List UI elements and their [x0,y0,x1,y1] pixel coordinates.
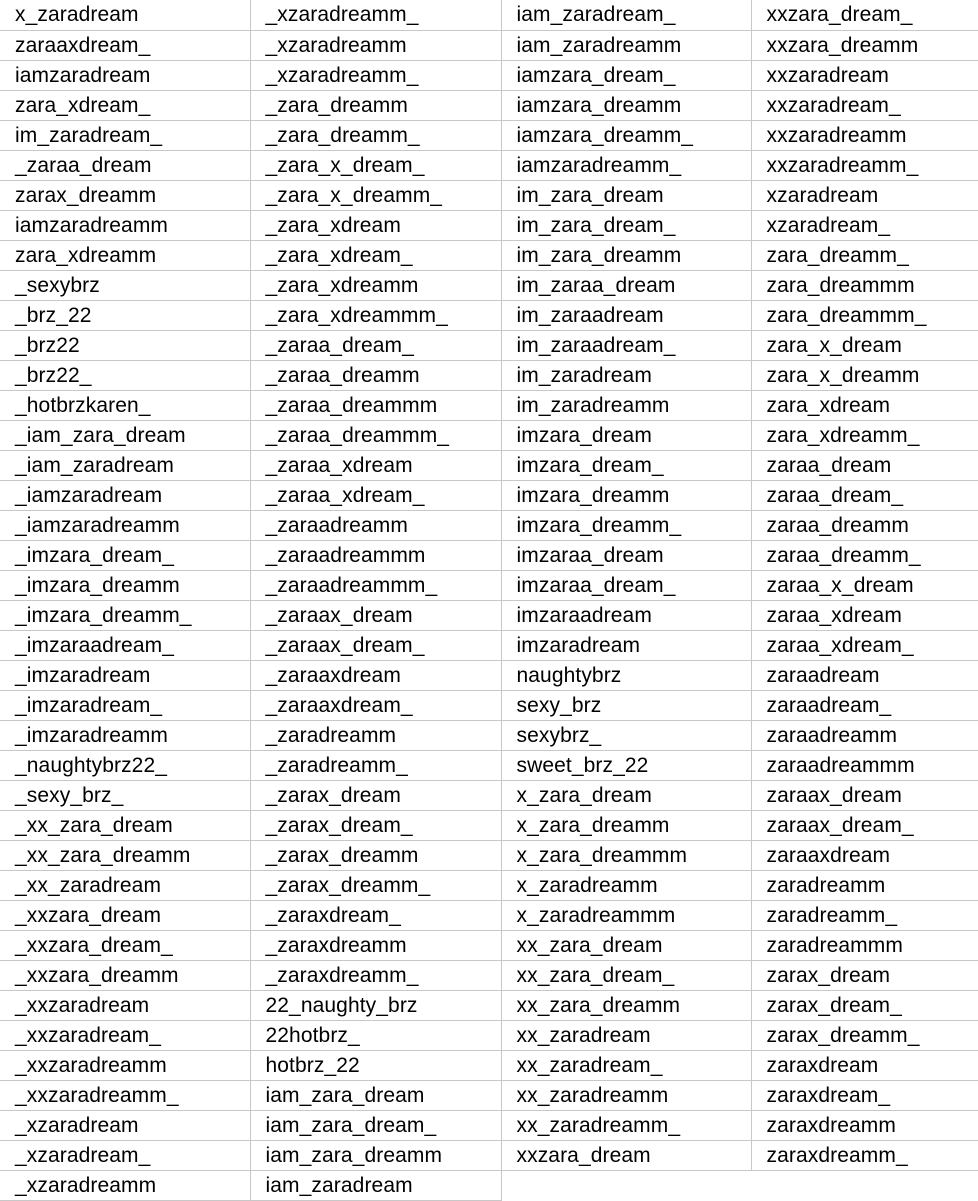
table-row [0,480,978,510]
table-cell[interactable]: zara_dreamm_ [751,240,978,270]
table-row [0,1050,978,1080]
table-cell[interactable]: _sexy_brz_ [0,780,250,810]
table-cell[interactable]: _zaraa_xdream_ [250,480,501,510]
table-row [0,390,978,420]
table-row [0,510,978,540]
table-cell[interactable]: _imzara_dreamm [0,570,250,600]
table-row [0,840,978,870]
table-cell[interactable]: zaraaxdream_ [0,30,250,60]
table-row [0,120,978,150]
table-cell[interactable]: zaraa_xdream_ [751,630,978,660]
table-cell[interactable]: x_zaradream [0,0,250,30]
table-cell[interactable]: xzaradream_ [751,210,978,240]
table-cell[interactable]: 22hotbrz_ [250,1020,501,1050]
empty-cell [501,1170,751,1200]
table-row [0,90,978,120]
table-row [0,990,978,1020]
table-cell[interactable]: zara_xdreamm [0,240,250,270]
table-cell[interactable]: _zaraa_dreammm [250,390,501,420]
table-cell[interactable]: _zaraa_dream_ [250,330,501,360]
table-cell[interactable]: x_zara_dreammm [501,840,751,870]
table-row [0,600,978,630]
table-cell[interactable]: xxzaradreamm [751,120,978,150]
table-cell[interactable]: xx_zara_dream_ [501,960,751,990]
table-cell[interactable]: _xzaradreamm_ [250,0,501,30]
table-cell[interactable]: im_zaradream [501,360,751,390]
table-cell[interactable]: hotbrz_22 [250,1050,501,1080]
table-cell[interactable]: _zaraax_dream_ [250,630,501,660]
table-cell[interactable]: zaraadream_ [751,690,978,720]
table-row [0,300,978,330]
table-cell[interactable]: xx_zara_dreamm [501,990,751,1020]
table-row [0,750,978,780]
table-cell[interactable]: sweet_brz_22 [501,750,751,780]
table-cell[interactable]: zaraa_dreamm_ [751,540,978,570]
table-cell[interactable]: xx_zaradream_ [501,1050,751,1080]
table-cell[interactable]: x_zaradreamm [501,870,751,900]
table-cell[interactable]: im_zaraadream [501,300,751,330]
table-cell[interactable]: _zaraxdreamm_ [250,960,501,990]
table-row [0,630,978,660]
table-cell[interactable]: _zaraxdream_ [250,900,501,930]
table-cell[interactable]: _naughtybrz22_ [0,750,250,780]
table-row [0,420,978,450]
table-cell[interactable]: xxzara_dream_ [751,0,978,30]
table-row [0,450,978,480]
table-cell[interactable]: zaradreammm [751,930,978,960]
table-cell[interactable]: zaraadreamm [751,720,978,750]
table-row [0,960,978,990]
table-cell[interactable]: zaraa_xdream [751,600,978,630]
table-cell[interactable]: imzaraa_dream_ [501,570,751,600]
table-cell[interactable]: x_zara_dreamm [501,810,751,840]
table-cell[interactable]: xxzaradreamm_ [751,150,978,180]
table-row [0,1080,978,1110]
table-cell[interactable]: _iam_zara_dream [0,420,250,450]
table-cell[interactable]: _zara_xdreamm [250,270,501,300]
table-cell[interactable]: xx_zaradreamm_ [501,1110,751,1140]
table-row [0,900,978,930]
table-cell[interactable]: xx_zara_dream [501,930,751,960]
table-cell[interactable]: _imzaraadream_ [0,630,250,660]
table-cell[interactable]: im_zaradreamm [501,390,751,420]
table-cell[interactable]: _brz_22 [0,300,250,330]
table-cell[interactable]: iam_zara_dream_ [250,1110,501,1140]
table-cell[interactable]: x_zaradreammm [501,900,751,930]
table-cell[interactable]: zaraxdreamm_ [751,1140,978,1170]
table-cell[interactable]: _zaraaxdream_ [250,690,501,720]
table-row [0,810,978,840]
table-cell[interactable]: zaraa_dream_ [751,480,978,510]
table-cell[interactable]: _zarax_dream_ [250,810,501,840]
table-cell[interactable]: zarax_dreamm_ [751,1020,978,1050]
table-cell[interactable]: _zara_dreamm_ [250,120,501,150]
table-cell[interactable]: _xxzaradreamm_ [0,1080,250,1110]
table-cell[interactable]: zarax_dream [751,960,978,990]
table-row [0,780,978,810]
table-cell[interactable]: _zaraa_dream [0,150,250,180]
table-cell[interactable]: im_zara_dream [501,180,751,210]
table-cell[interactable]: iam_zaradream [250,1170,501,1200]
table-cell[interactable]: _iam_zaradream [0,450,250,480]
table-cell[interactable]: _xxzaradream [0,990,250,1020]
table-cell[interactable]: iamzaradreamm_ [501,150,751,180]
table-row [0,270,978,300]
table-cell[interactable]: xzaradream [751,180,978,210]
table-cell[interactable]: zara_x_dream [751,330,978,360]
table-cell[interactable]: _zaraxdreamm [250,930,501,960]
table-cell[interactable]: _brz22_ [0,360,250,390]
table-row [0,720,978,750]
table-cell[interactable]: zara_xdream [751,390,978,420]
table-cell[interactable]: zaraadreammm [751,750,978,780]
table-cell[interactable]: _xxzara_dreamm [0,960,250,990]
table-cell[interactable]: _zaraadreammm [250,540,501,570]
table-cell[interactable]: im_zaradream_ [0,120,250,150]
table-cell[interactable]: zara_dreammm [751,270,978,300]
table-cell[interactable]: _zaradreamm [250,720,501,750]
table-cell[interactable]: 22_naughty_brz [250,990,501,1020]
table-cell[interactable]: xxzara_dreamm [751,30,978,60]
table-cell[interactable]: _xxzara_dream_ [0,930,250,960]
table-cell[interactable]: iam_zara_dreamm [250,1140,501,1170]
table-cell[interactable]: im_zara_dreamm [501,240,751,270]
table-cell[interactable]: zarax_dreamm [0,180,250,210]
table-cell[interactable]: iamzara_dreamm [501,90,751,120]
table-cell[interactable]: imzaraadream [501,600,751,630]
table-cell[interactable]: iamzaradreamm [0,210,250,240]
table-cell[interactable]: x_zara_dream [501,780,751,810]
table-cell[interactable]: _zara_xdream [250,210,501,240]
table-cell[interactable]: iamzara_dreamm_ [501,120,751,150]
table-row [0,1170,978,1200]
table-cell[interactable]: _xx_zaradream [0,870,250,900]
table-cell[interactable]: iam_zaradreamm [501,30,751,60]
table-cell[interactable]: _zara_x_dreamm_ [250,180,501,210]
table-row [0,180,978,210]
table-cell[interactable]: xx_zaradreamm [501,1080,751,1110]
table-cell[interactable]: im_zaraadream_ [501,330,751,360]
table-cell[interactable]: _zara_x_dream_ [250,150,501,180]
table-cell[interactable]: iam_zara_dream [250,1080,501,1110]
table-row [0,660,978,690]
table-cell[interactable]: _xx_zara_dream [0,810,250,840]
table-cell[interactable]: _xzaradream_ [0,1140,250,1170]
table-cell[interactable]: _zaraa_xdream [250,450,501,480]
table-cell[interactable]: _brz22 [0,330,250,360]
table-cell[interactable]: _sexybrz [0,270,250,300]
table-cell[interactable]: zara_xdreamm_ [751,420,978,450]
table-cell[interactable]: imzara_dreamm [501,480,751,510]
table-cell[interactable]: _zaraadreammm_ [250,570,501,600]
table-cell[interactable]: _hotbrzkaren_ [0,390,250,420]
table-cell[interactable]: _imzaradream_ [0,690,250,720]
table-row [0,150,978,180]
table-cell[interactable]: _imzara_dream_ [0,540,250,570]
table-cell[interactable]: _zaraadreamm [250,510,501,540]
table-cell[interactable]: zaraa_x_dream [751,570,978,600]
table-cell[interactable]: _zaraaxdream [250,660,501,690]
table-row [0,1020,978,1050]
table-cell[interactable]: sexybrz_ [501,720,751,750]
table-row [0,1110,978,1140]
table-cell[interactable]: xxzara_dream [501,1140,751,1170]
table-cell[interactable]: _xzaradreamm_ [250,60,501,90]
table-cell[interactable]: _zara_xdream_ [250,240,501,270]
table-cell[interactable]: zara_dreammm_ [751,300,978,330]
table-row [0,60,978,90]
table-row [0,930,978,960]
table-row [0,210,978,240]
table-cell[interactable]: sexy_brz [501,690,751,720]
empty-cell [751,1170,978,1200]
table-cell[interactable]: naughtybrz [501,660,751,690]
table-row [0,570,978,600]
table-cell[interactable]: zaraax_dream_ [751,810,978,840]
table-row [0,330,978,360]
table-row [0,870,978,900]
table-row [0,30,978,60]
table-cell[interactable]: zaraxdreamm [751,1110,978,1140]
table-cell[interactable]: _zaraax_dream [250,600,501,630]
table-cell[interactable]: imzaradream [501,630,751,660]
table-cell[interactable]: zaradreamm [751,870,978,900]
table-cell[interactable]: _iamzaradreamm [0,510,250,540]
table-cell[interactable]: xxzaradream_ [751,90,978,120]
table-cell[interactable]: zaradreamm_ [751,900,978,930]
table-cell[interactable]: zaraxdream [751,1050,978,1080]
table-row [0,360,978,390]
table-row [0,240,978,270]
table-cell[interactable]: _xxzara_dream [0,900,250,930]
table-cell[interactable]: iamzara_dream_ [501,60,751,90]
table-cell[interactable]: _iamzaradream [0,480,250,510]
table-cell[interactable]: _zarax_dream [250,780,501,810]
table-cell[interactable]: zaraax_dream [751,780,978,810]
table-cell[interactable]: _imzara_dreamm_ [0,600,250,630]
table-cell[interactable]: xxzaradream [751,60,978,90]
table-cell[interactable]: _zarax_dreamm [250,840,501,870]
table-cell[interactable]: imzara_dream [501,420,751,450]
table-cell[interactable]: _zara_xdreammm_ [250,300,501,330]
table-cell[interactable]: iam_zaradream_ [501,0,751,30]
table-row [0,0,978,30]
table-cell[interactable]: _zarax_dreamm_ [250,870,501,900]
table-cell[interactable]: _zaraa_dreamm [250,360,501,390]
table-cell[interactable]: _xzaradream [0,1110,250,1140]
table-cell[interactable]: _xx_zara_dreamm [0,840,250,870]
table-cell[interactable]: zaraa_dreamm [751,510,978,540]
table-cell[interactable]: _zara_dreamm [250,90,501,120]
table-cell[interactable]: xx_zaradream [501,1020,751,1050]
table-cell[interactable]: _imzaradream [0,660,250,690]
table-cell[interactable]: zara_x_dreamm [751,360,978,390]
table-cell[interactable]: _xzaradreamm [0,1170,250,1200]
table-cell[interactable]: zara_xdream_ [0,90,250,120]
table-cell[interactable]: _zaraa_dreammm_ [250,420,501,450]
table-cell[interactable]: _xzaradreamm [250,30,501,60]
table-cell[interactable]: zaraadream [751,660,978,690]
table-cell[interactable]: zaraxdream_ [751,1080,978,1110]
table-cell[interactable]: im_zara_dream_ [501,210,751,240]
table-cell[interactable]: _zaradreamm_ [250,750,501,780]
table-cell[interactable]: imzara_dreamm_ [501,510,751,540]
table-cell[interactable]: imzara_dream_ [501,450,751,480]
table-cell[interactable]: zarax_dream_ [751,990,978,1020]
table-cell[interactable]: _xxzaradreamm [0,1050,250,1080]
table-cell[interactable]: _imzaradreamm [0,720,250,750]
table-cell[interactable]: iamzaradream [0,60,250,90]
table-row [0,540,978,570]
table-cell[interactable]: zaraa_dream [751,450,978,480]
table-cell[interactable]: im_zaraa_dream [501,270,751,300]
table-cell[interactable]: zaraaxdream [751,840,978,870]
table-cell[interactable]: _xxzaradream_ [0,1020,250,1050]
table-cell[interactable]: imzaraa_dream [501,540,751,570]
table-row [0,690,978,720]
table-row [0,1140,978,1170]
